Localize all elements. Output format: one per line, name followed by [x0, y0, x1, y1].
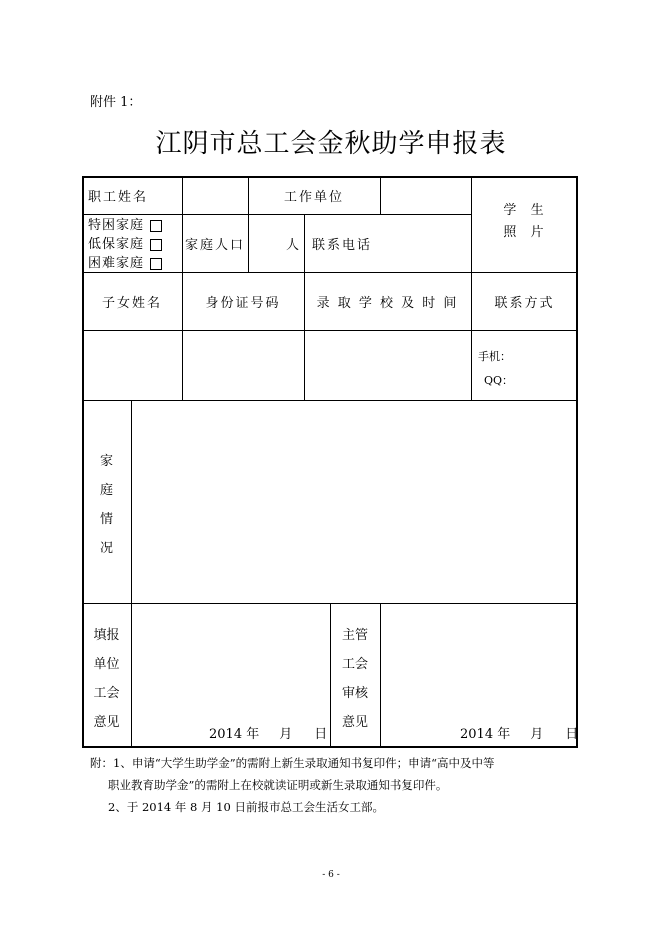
qq-label: QQ：: [484, 374, 514, 387]
family-situation-char: 情: [99, 512, 113, 527]
admission-label: 录 取 学 校 及 时 间: [316, 295, 459, 311]
date-month: 月: [279, 727, 293, 742]
family-type-label: 低保家庭: [88, 237, 145, 252]
family-type-hardship[interactable]: [88, 254, 162, 273]
supervising-line: 主管: [341, 628, 368, 643]
checkbox[interactable]: [150, 220, 162, 232]
photo-label: [471, 200, 578, 244]
reporting-unit-line: 填报: [93, 628, 120, 643]
checkbox[interactable]: [150, 258, 162, 270]
family-size-label: 家庭人口: [184, 237, 245, 253]
supervising-union-label: [330, 621, 380, 737]
contact-phone-label: 联系电话: [311, 237, 372, 253]
family-situation-label: [82, 447, 131, 563]
supervising-line: 工会: [341, 657, 368, 672]
row-divider-3: [82, 330, 578, 331]
worker-name-label: 职工姓名: [88, 189, 149, 205]
family-type-label: 困难家庭: [88, 256, 145, 271]
checkbox[interactable]: [150, 239, 162, 251]
reporting-unit-line: 意见: [93, 715, 120, 730]
supervising-line: 审核: [341, 686, 368, 701]
col-divider-i: [131, 400, 132, 748]
reporting-unit-line: 工会: [93, 686, 120, 701]
work-unit-label: 工作单位: [283, 189, 344, 205]
family-situation-char: 庭: [99, 483, 113, 498]
reporting-unit-label: [82, 621, 131, 737]
supervising-date: [460, 723, 578, 742]
child-name-label: 子女姓名: [101, 295, 162, 311]
family-type-special-hardship[interactable]: [88, 216, 162, 235]
notes-block: [90, 752, 590, 818]
family-situation-char: 家: [99, 454, 113, 469]
date-day: 日: [565, 727, 579, 742]
family-type-label: 特困家庭: [88, 218, 145, 233]
date-day: 日: [314, 727, 328, 742]
photo-label-line1: 学 生: [503, 203, 546, 218]
supervising-line: 意见: [341, 715, 368, 730]
family-situation-char: 况: [99, 541, 113, 556]
mobile-label: 手机：: [478, 350, 511, 363]
family-type-group: [88, 216, 162, 273]
date-year: 2014 年: [460, 727, 511, 742]
row-divider-1: [82, 214, 472, 215]
family-type-low-income[interactable]: [88, 235, 162, 254]
id-number-label: 身份证号码: [205, 295, 281, 311]
col-divider-k: [380, 603, 381, 748]
row-divider-4: [82, 400, 578, 401]
page-number: - 6 -: [322, 870, 340, 880]
col-divider-c: [380, 176, 381, 214]
page-title: 江阴市总工会金秋助学申报表: [155, 129, 507, 159]
date-month: 月: [530, 727, 544, 742]
note-line-2: 职业教育助学金”的需附上在校就读证明或新生录取通知书复印件。: [108, 778, 448, 792]
note-line-3: 2、于 2014 年 8 月 10 日前报市总工会生活女工部。: [108, 800, 384, 814]
reporting-unit-line: 单位: [93, 657, 120, 672]
contact-method-label: 联系方式: [494, 295, 555, 311]
date-year: 2014 年: [209, 727, 260, 742]
family-size-unit: 人: [286, 237, 300, 253]
attachment-label: 附件 1：: [90, 95, 142, 110]
note-line-1: 附：1、申请“大学生助学金”的需附上新生录取通知书复印件；申请“高中及中等: [90, 756, 495, 770]
photo-label-line2: 照 片: [503, 225, 546, 240]
reporting-unit-date: [209, 723, 327, 742]
